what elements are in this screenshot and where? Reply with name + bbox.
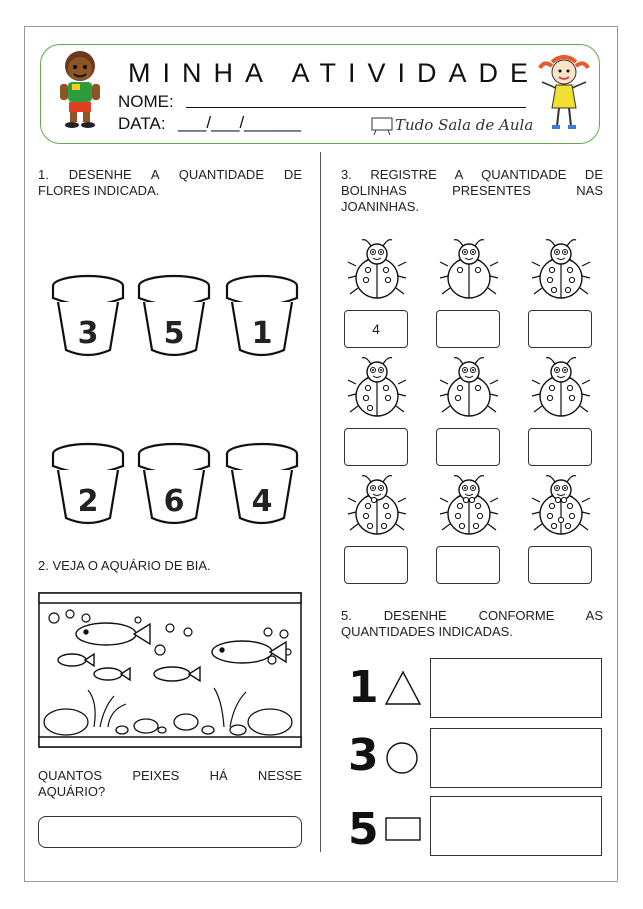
q2-title: 2. VEJA O AQUÁRIO DE BIA.: [38, 558, 211, 573]
ladybug-icon: [436, 354, 502, 420]
ladybug-icon: [344, 236, 410, 302]
draw-box-3[interactable]: [430, 728, 602, 788]
ladybug-answer-box[interactable]: [344, 428, 408, 466]
q3-line1: 3. REGISTRE A QUANTIDADE DE: [341, 167, 603, 182]
ladybug-icon: [528, 354, 594, 420]
flower-pot: [50, 440, 126, 528]
page-title: MINHA ATIVIDADE: [128, 58, 541, 88]
q5-line2: QUANTIDADES INDICADAS.: [341, 624, 513, 639]
ladybug-answer-box[interactable]: [528, 428, 592, 466]
q2-question-line2: AQUÁRIO?: [38, 784, 106, 799]
chalkboard-icon: [370, 116, 394, 136]
ladybug-answer-box[interactable]: 4: [344, 310, 408, 348]
pot-number: 3: [77, 316, 99, 351]
girl-icon: [534, 52, 594, 134]
rectangle-icon: [384, 816, 424, 844]
shape-count-1: 1: [348, 662, 379, 713]
ladybug-answer-box[interactable]: [528, 546, 592, 584]
draw-box-1[interactable]: [430, 658, 602, 718]
shape-count-5: 5: [348, 804, 379, 855]
q2-question-line1: QUANTOS PEIXES HÁ NESSE: [38, 768, 302, 783]
boy-icon: [54, 48, 106, 130]
draw-box-5[interactable]: [430, 796, 602, 856]
q5-line1: 5. DESENHE CONFORME AS: [341, 608, 603, 623]
flower-pot: [224, 272, 300, 360]
ladybug-icon: [344, 472, 410, 538]
pot-number: 5: [163, 316, 185, 351]
q1-line2: FLORES INDICADA.: [38, 183, 160, 198]
ladybug-answer-box[interactable]: [344, 546, 408, 584]
pot-number: 6: [163, 484, 185, 519]
flower-pot: [50, 272, 126, 360]
ladybug-answer-box[interactable]: [528, 310, 592, 348]
ladybug-icon: [528, 236, 594, 302]
flower-pot: [224, 440, 300, 528]
nome-label: NOME:: [118, 92, 174, 111]
ladybug-answer-box[interactable]: [436, 428, 500, 466]
ladybug-icon: [436, 236, 502, 302]
q1-line1: 1. DESENHE A QUANTIDADE DE: [38, 167, 302, 182]
triangle-icon: [384, 670, 422, 706]
shape-count-3: 3: [348, 730, 379, 781]
ladybug-answer-box[interactable]: [436, 546, 500, 584]
circle-icon: [384, 740, 420, 776]
nome-field[interactable]: [186, 94, 526, 108]
q3-line2: BOLINHAS PRESENTES NAS: [341, 183, 603, 198]
fish-count-answer-box[interactable]: [38, 816, 302, 848]
data-field[interactable]: ___/___/______: [178, 113, 301, 132]
aquarium-illustration: [38, 592, 302, 748]
pot-number: 1: [251, 316, 273, 351]
column-divider: [320, 152, 321, 852]
flower-pot: [136, 440, 212, 528]
pot-number: 4: [251, 484, 273, 519]
pot-number: 2: [77, 484, 99, 519]
brand-logo: Tudo Sala de Aula: [395, 116, 534, 134]
flower-pot: [136, 272, 212, 360]
q3-line3: JOANINHAS.: [341, 199, 420, 214]
ladybug-icon: [344, 354, 410, 420]
ladybug-icon: [528, 472, 594, 538]
ladybug-answer-box[interactable]: [436, 310, 500, 348]
data-label: DATA:: [118, 114, 166, 133]
ladybug-icon: [436, 472, 502, 538]
